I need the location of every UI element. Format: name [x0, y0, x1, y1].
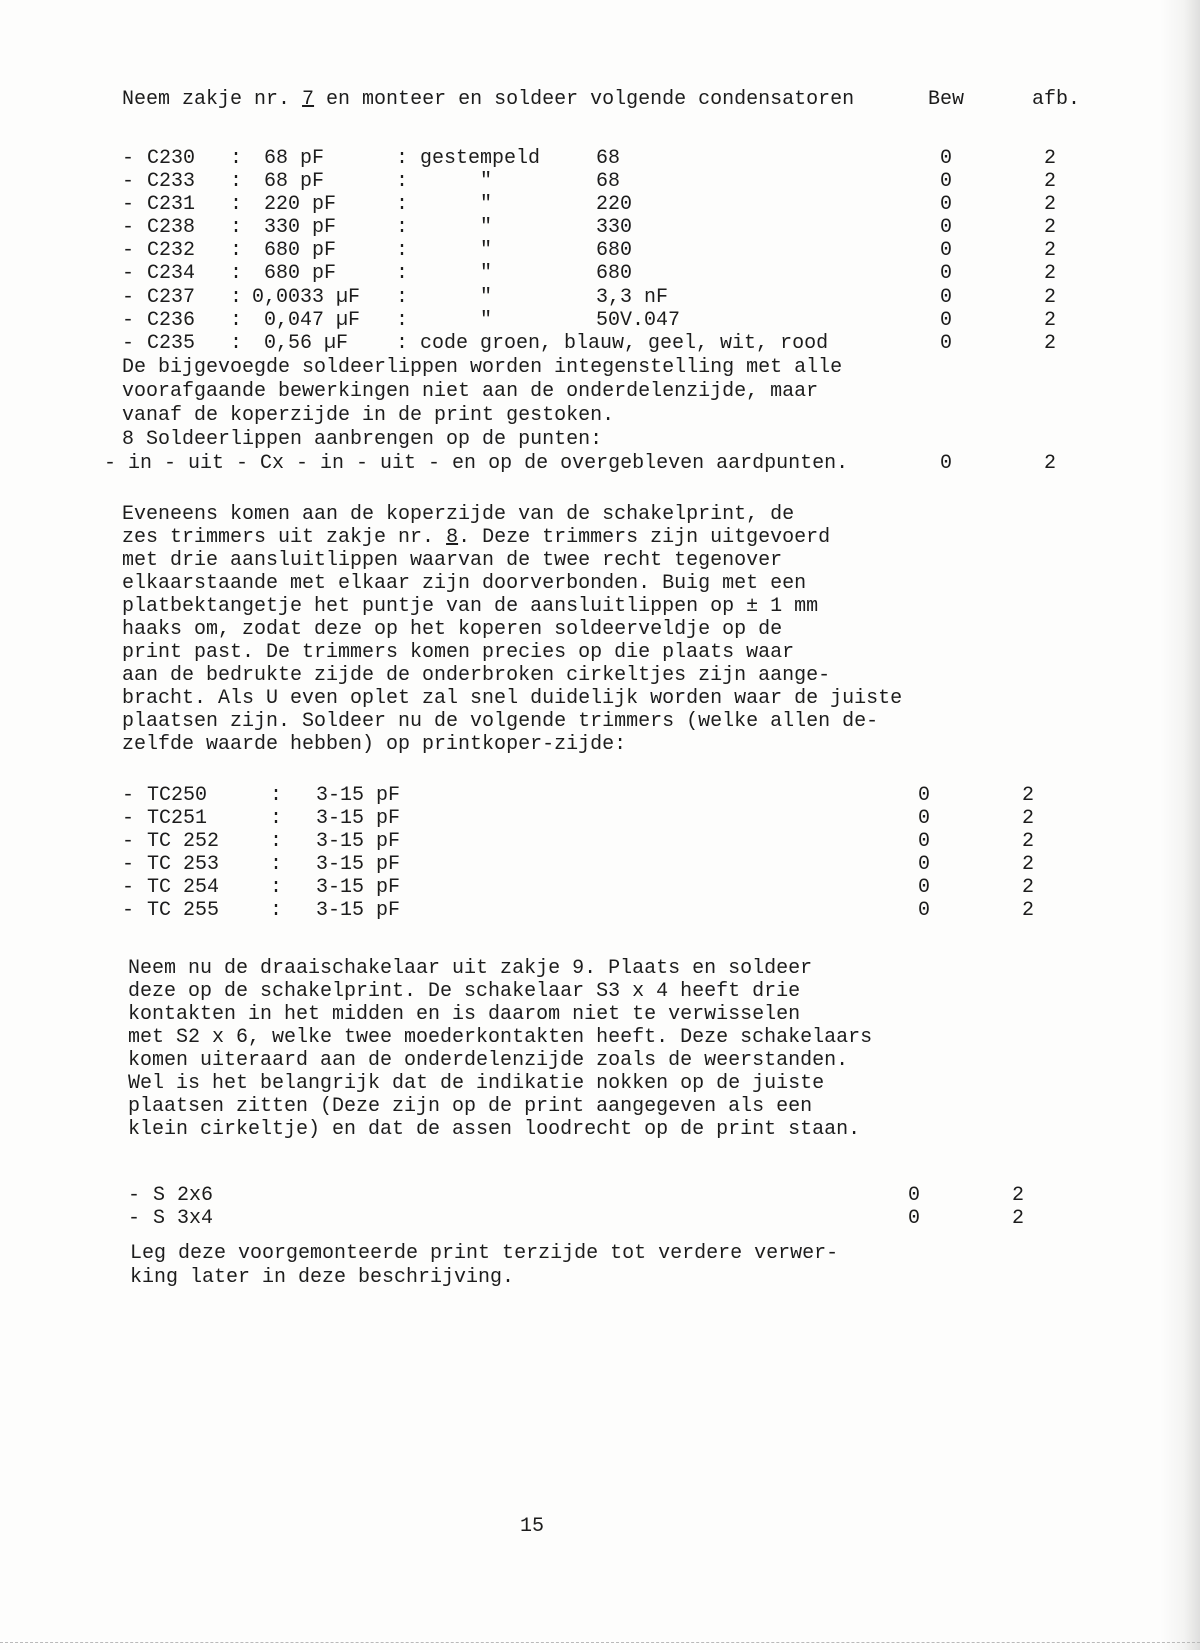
component-value: 330 pF [264, 216, 337, 239]
bew-check: 0 [940, 216, 953, 239]
component-value: 3-15 pF [316, 830, 401, 853]
paragraph-line: klein cirkeltje) en dat de assen loodrecht op de print staan. [128, 1118, 861, 1141]
paragraph-line: vanaf de koperzijde in de print gestoken. [122, 404, 615, 427]
bew-check: 0 [940, 262, 953, 285]
component-ref: TC 254 [147, 876, 220, 899]
paragraph-line: kontakten in het midden en is daarom niet te verwisselen [128, 1003, 801, 1026]
marking-label: : " [396, 193, 493, 216]
row-colon: : [270, 784, 283, 807]
stamped-marking: 220 [596, 193, 633, 216]
component-value: 3-15 pF [316, 807, 401, 830]
stamped-marking: 3,3 nF [596, 286, 669, 309]
paragraph-line: print past. De trimmers komen precies op die plaats waar [122, 641, 795, 664]
intro-text-after: en monteer en soldeer volgende condensatoren [314, 88, 855, 111]
bew-check: 0 [908, 1207, 921, 1230]
paragraph-line: Leg deze voorgemonteerde print terzijde tot verdere verwer- [130, 1242, 839, 1265]
page-edge-shadow [1160, 0, 1200, 1650]
row-colon: : [270, 830, 283, 853]
bew-check: 0 [940, 452, 953, 475]
paragraph-line: Wel is het belangrijk dat de indikatie nokken op de juiste [128, 1072, 825, 1095]
row-dash: - [122, 239, 135, 262]
component-ref: TC251 [147, 807, 208, 830]
component-ref: S 3x4 [153, 1207, 214, 1230]
row-dash: - [122, 309, 135, 332]
bew-check: 0 [918, 899, 931, 922]
trimmer-bag-number: 8 [446, 526, 459, 549]
column-header-afb: afb. [1032, 88, 1081, 111]
intro-line [122, 88, 854, 112]
row-colon: : [230, 147, 243, 170]
component-value: 680 pF [264, 262, 337, 285]
paragraph-line: 8 Soldeerlippen aanbrengen op de punten: [122, 428, 603, 451]
row-colon: : [230, 309, 243, 332]
solder-lug-points: - in - uit - Cx - in - uit - en op de overgebleven aardpunten. [104, 452, 849, 475]
afb-figure: 2 [1044, 452, 1057, 475]
paragraph-line: zelfde waarde hebben) op printkoper-zijde: [122, 733, 627, 756]
text-before-tolerance: platbektangetje het puntje van de aansluitlippen op [122, 595, 747, 618]
component-value: 68 pF [264, 147, 325, 170]
component-value: 220 pF [264, 193, 337, 216]
row-dash: - [122, 807, 135, 830]
paragraph-line: plaatsen zitten (Deze zijn op de print aangegeven als een [128, 1095, 813, 1118]
column-header-bew: Bew [928, 88, 965, 111]
paragraph-line: voorafgaande bewerkingen niet aan de onderdelenzijde, maar [122, 380, 819, 403]
page-number: 15 [520, 1515, 545, 1538]
row-dash: - [128, 1184, 141, 1207]
bew-check: 0 [940, 332, 953, 355]
component-ref: C231 [147, 193, 196, 216]
row-colon: : [230, 262, 243, 285]
row-colon: : [230, 332, 243, 355]
afb-figure: 2 [1044, 216, 1057, 239]
row-colon: : [230, 193, 243, 216]
paragraph-line [122, 526, 830, 550]
row-dash: - [122, 899, 135, 922]
bew-check: 0 [940, 309, 953, 332]
row-colon: : [230, 170, 243, 193]
component-value: 0,0033 µF [252, 286, 361, 309]
afb-figure: 2 [1022, 784, 1035, 807]
afb-figure: 2 [1044, 239, 1057, 262]
bew-check: 0 [918, 853, 931, 876]
component-ref: C235 [147, 332, 196, 355]
row-colon: : [270, 853, 283, 876]
bew-check: 0 [940, 170, 953, 193]
paragraph-line: elkaarstaande met elkaar zijn doorverbonden. Buig met een [122, 572, 807, 595]
paragraph-line [122, 595, 818, 619]
stamped-marking: 68 [596, 170, 621, 193]
paragraph-line: komen uiteraard aan de onderdelenzijde zoals de weerstanden. [128, 1049, 849, 1072]
afb-figure: 2 [1044, 193, 1057, 216]
bew-check: 0 [940, 286, 953, 309]
row-dash: - [122, 332, 135, 355]
row-dash: - [122, 286, 135, 309]
component-value: 0,047 µF [264, 309, 361, 332]
component-ref: TC 253 [147, 853, 220, 876]
component-ref: C232 [147, 239, 196, 262]
text-after-tolerance: 1 mm [758, 595, 819, 618]
row-colon: : [230, 239, 243, 262]
marking-label: : " [396, 309, 493, 332]
stamped-marking: 330 [596, 216, 633, 239]
row-dash: - [122, 147, 135, 170]
plus-minus-sign: ± [746, 595, 759, 618]
component-ref: C230 [147, 147, 196, 170]
bew-check: 0 [940, 147, 953, 170]
stamped-marking: 68 [596, 147, 621, 170]
component-ref: C236 [147, 309, 196, 332]
paragraph-line: met S2 x 6, welke twee moederkontakten heeft. Deze schakelaars [128, 1026, 873, 1049]
row-colon: : [270, 876, 283, 899]
paragraph-line: met drie aansluitlippen waarvan de twee recht tegenover [122, 549, 783, 572]
paragraph-line: plaatsen zijn. Soldeer nu de volgende trimmers (welke allen de- [122, 710, 879, 733]
component-ref: C238 [147, 216, 196, 239]
component-value: 3-15 pF [316, 853, 401, 876]
row-dash: - [128, 1207, 141, 1230]
row-dash: - [122, 830, 135, 853]
afb-figure: 2 [1022, 876, 1035, 899]
afb-figure: 2 [1044, 147, 1057, 170]
row-dash: - [122, 262, 135, 285]
row-dash: - [122, 876, 135, 899]
page-bottom-edge [0, 1642, 1200, 1644]
intro-bag-number: 7 [302, 88, 315, 111]
row-dash: - [122, 193, 135, 216]
afb-figure: 2 [1044, 332, 1057, 355]
text-before-bag: zes trimmers uit zakje nr. [122, 526, 447, 549]
paragraph-line: Eveneens komen aan de koperzijde van de schakelprint, de [122, 503, 795, 526]
row-dash: - [122, 170, 135, 193]
component-value: 68 pF [264, 170, 325, 193]
bew-check: 0 [918, 784, 931, 807]
afb-figure: 2 [1022, 807, 1035, 830]
stamped-marking: 680 [596, 262, 633, 285]
bew-check: 0 [918, 876, 931, 899]
component-value: 3-15 pF [316, 899, 401, 922]
bew-check: 0 [940, 239, 953, 262]
row-dash: - [122, 216, 135, 239]
paragraph-line: deze op de schakelprint. De schakelaar S3 x 4 heeft drie [128, 980, 801, 1003]
afb-figure: 2 [1022, 899, 1035, 922]
row-colon: : [270, 899, 283, 922]
marking-label: : " [396, 262, 493, 285]
color-code-marking: : code groen, blauw, geel, wit, rood [396, 332, 829, 355]
bew-check: 0 [940, 193, 953, 216]
bew-check: 0 [918, 807, 931, 830]
afb-figure: 2 [1022, 853, 1035, 876]
stamped-marking: 50V.047 [596, 309, 681, 332]
component-ref: C237 [147, 286, 196, 309]
component-ref: S 2x6 [153, 1184, 214, 1207]
bew-check: 0 [908, 1184, 921, 1207]
paragraph-line: bracht. Als U even oplet zal snel duidelijk worden waar de juiste [122, 687, 903, 710]
component-ref: TC 252 [147, 830, 220, 853]
row-colon: : [230, 216, 243, 239]
afb-figure: 2 [1044, 286, 1057, 309]
marking-label: : gestempeld [396, 147, 541, 170]
row-colon: : [230, 286, 243, 309]
row-dash: - [122, 853, 135, 876]
component-ref: TC 255 [147, 899, 220, 922]
row-dash: - [122, 784, 135, 807]
marking-label: : " [396, 170, 493, 193]
bew-check: 0 [918, 830, 931, 853]
row-colon: : [270, 807, 283, 830]
marking-label: : " [396, 286, 493, 309]
stamped-marking: 680 [596, 239, 633, 262]
paragraph-line: haaks om, zodat deze op het koperen soldeerveldje op de [122, 618, 783, 641]
intro-text-before: Neem zakje nr. [122, 88, 303, 111]
component-value: 0,56 µF [264, 332, 349, 355]
afb-figure: 2 [1044, 262, 1057, 285]
paragraph-line: De bijgevoegde soldeerlippen worden integenstelling met alle [122, 356, 843, 379]
component-value: 3-15 pF [316, 784, 401, 807]
component-value: 680 pF [264, 239, 337, 262]
afb-figure: 2 [1044, 170, 1057, 193]
afb-figure: 2 [1044, 309, 1057, 332]
component-value: 3-15 pF [316, 876, 401, 899]
afb-figure: 2 [1022, 830, 1035, 853]
text-after-bag: . Deze trimmers zijn uitgevoerd [458, 526, 831, 549]
paragraph-line: Neem nu de draaischakelaar uit zakje 9. Plaats en soldeer [128, 957, 813, 980]
component-ref: C234 [147, 262, 196, 285]
component-ref: C233 [147, 170, 196, 193]
afb-figure: 2 [1012, 1184, 1025, 1207]
paragraph-line: aan de bedrukte zijde de onderbroken cirkeltjes zijn aange- [122, 664, 831, 687]
component-ref: TC250 [147, 784, 208, 807]
afb-figure: 2 [1012, 1207, 1025, 1230]
paragraph-line: king later in deze beschrijving. [130, 1266, 515, 1289]
marking-label: : " [396, 216, 493, 239]
marking-label: : " [396, 239, 493, 262]
